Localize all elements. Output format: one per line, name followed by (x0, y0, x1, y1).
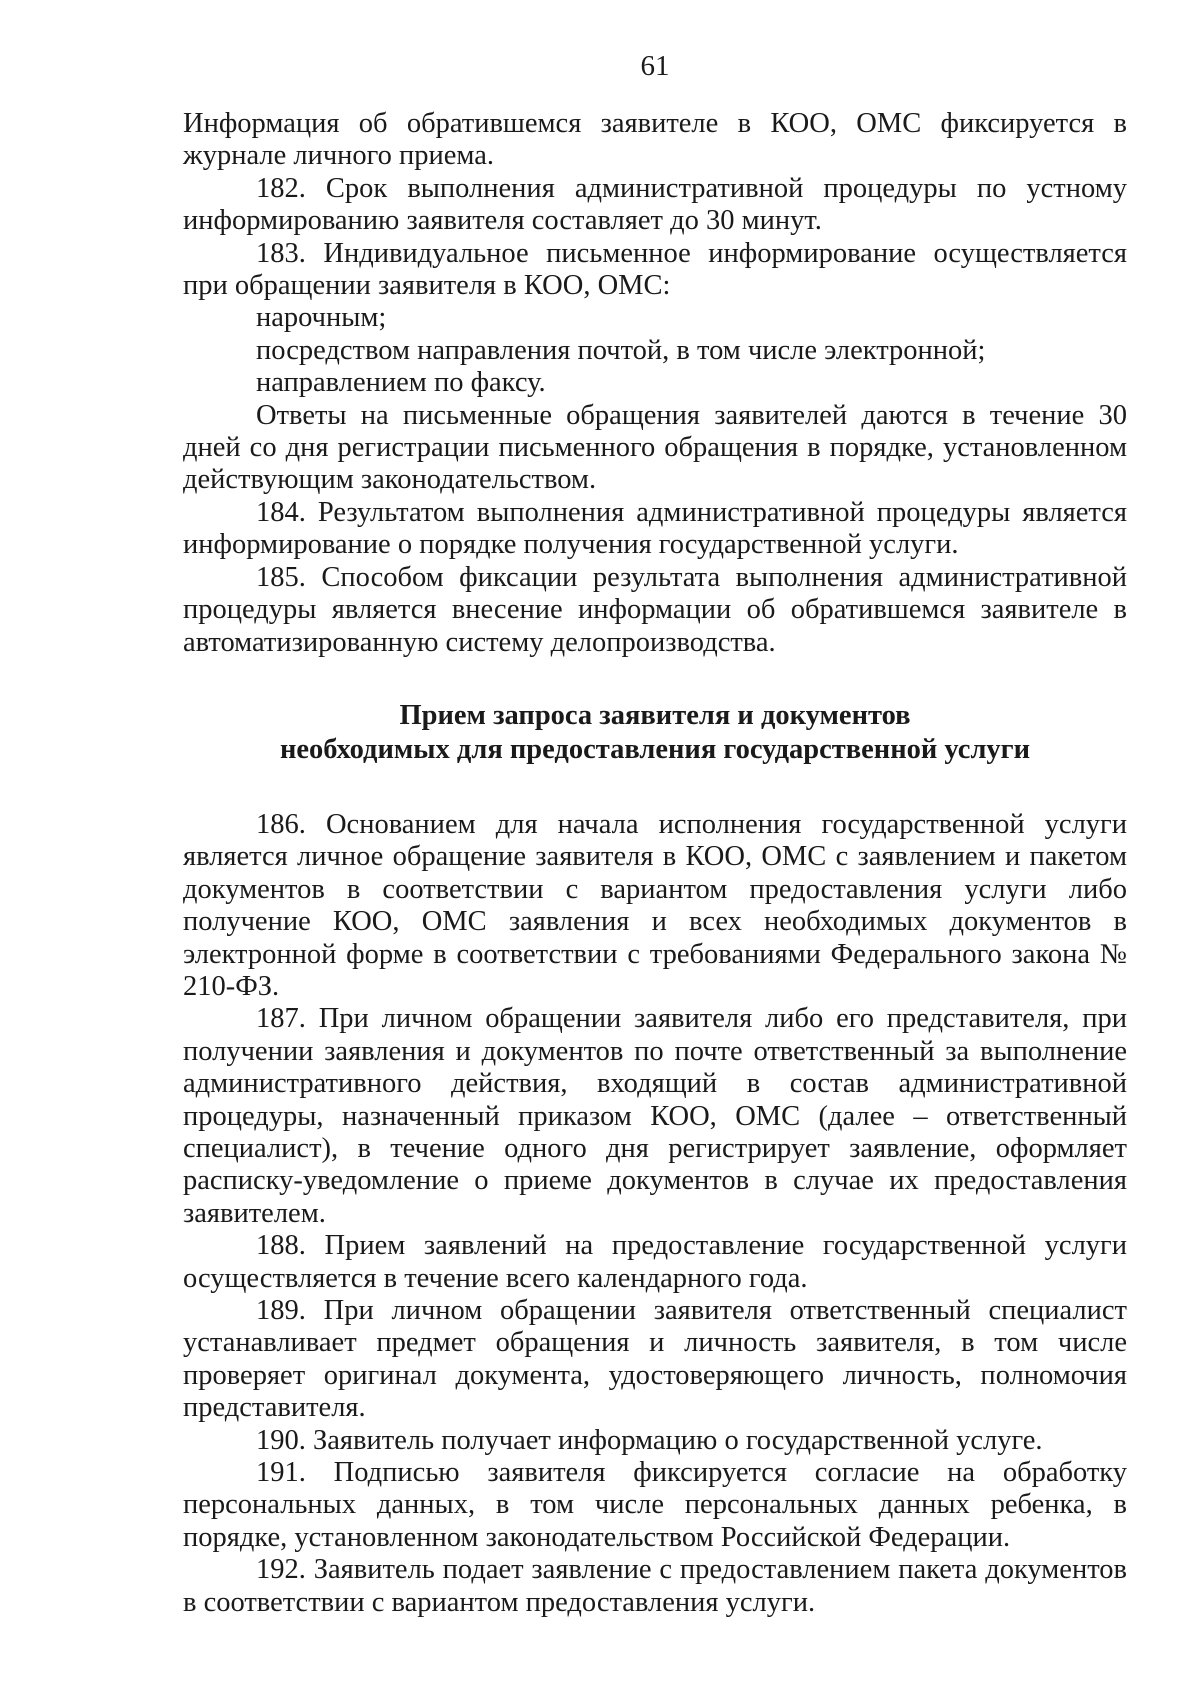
paragraph-183: 183. Индивидуальное письменное информирование осуществляется при обращении заявителя в КОО, ОМС: (183, 237, 1127, 302)
paragraph-192: 192. Заявитель подает заявление с предоставлением пакета документов в соответствии с вариантом предоставления услуги. (183, 1554, 1127, 1618)
paragraph-185: 185. Способом фиксации результата выполнения административной процедуры является внесение информации об обратившемся заявителе в автоматизированную систему делопроизводства. (183, 561, 1127, 658)
paragraph-journal-record: Информация об обратившемся заявителе в КОО, ОМС фиксируется в журнале личного приема. (183, 108, 1127, 172)
paragraph-184: 184. Результатом выполнения административной процедуры является информирование о порядке получения государственной услуги. (183, 496, 1127, 561)
paragraph-187: 187. При личном обращении заявителя либо его представителя, при получении заявления и документов по почте ответственный за выполнение административного действия, входящий в состав административной процедуры, назначенный приказом КОО, ОМС (далее – ответственный специалист), в течение одного дня регистрирует заявление, оформляет расписку-уведомление о приеме документов в случае их предоставления заявителем. (183, 1003, 1127, 1229)
section-heading-line-2: необходимых для предоставления государственной услуги (279, 733, 1031, 765)
paragraph-182: 182. Срок выполнения административной процедуры по устному информированию заявителя составляет до 30 минут. (183, 172, 1127, 237)
paragraph-answers: Ответы на письменные обращения заявителей даются в течение 30 дней со дня регистрации письменного обращения в порядке, установленном действующим законодательством. (183, 399, 1127, 496)
list-item-by-fax: направлением по факсу. (256, 367, 546, 399)
section-heading (183, 699, 1127, 767)
paragraph-186: 186. Основанием для начала исполнения государственной услуги является личное обращение заявителя в КОО, ОМС с заявлением и пакетом документов в соответствии с вариантом предоставления услуги либо получение КОО, ОМС заявления и всех необходимых документов в электронной форме в соответствии с требованиями Федерального закона № 210-ФЗ. (183, 808, 1127, 1002)
paragraph-191: 191. Подписью заявителя фиксируется согласие на обработку персональных данных, в том числе персональных данных ребенка, в порядке, установленном законодательством Российской Федерации. (183, 1457, 1127, 1553)
paragraph-189: 189. При личном обращении заявителя ответственный специалист устанавливает предмет обращения и личность заявителя, в том числе проверяет оригинал документа, удостоверяющего личность, полномочия представителя. (183, 1295, 1127, 1424)
section-heading-line-1: Прием запроса заявителя и документов (399, 699, 911, 731)
document-body (183, 108, 1127, 1619)
paragraph-190: 190. Заявитель получает информацию о государственной услуге. (256, 1424, 1043, 1456)
paragraph-188: 188. Прием заявлений на предоставление государственной услуги осуществляется в течение всего календарного года. (183, 1230, 1127, 1294)
list-item-by-hand: нарочным; (256, 302, 387, 334)
list-item-by-mail: посредством направления почтой, в том числе электронной; (256, 334, 986, 366)
page-number: 61 (640, 50, 670, 82)
